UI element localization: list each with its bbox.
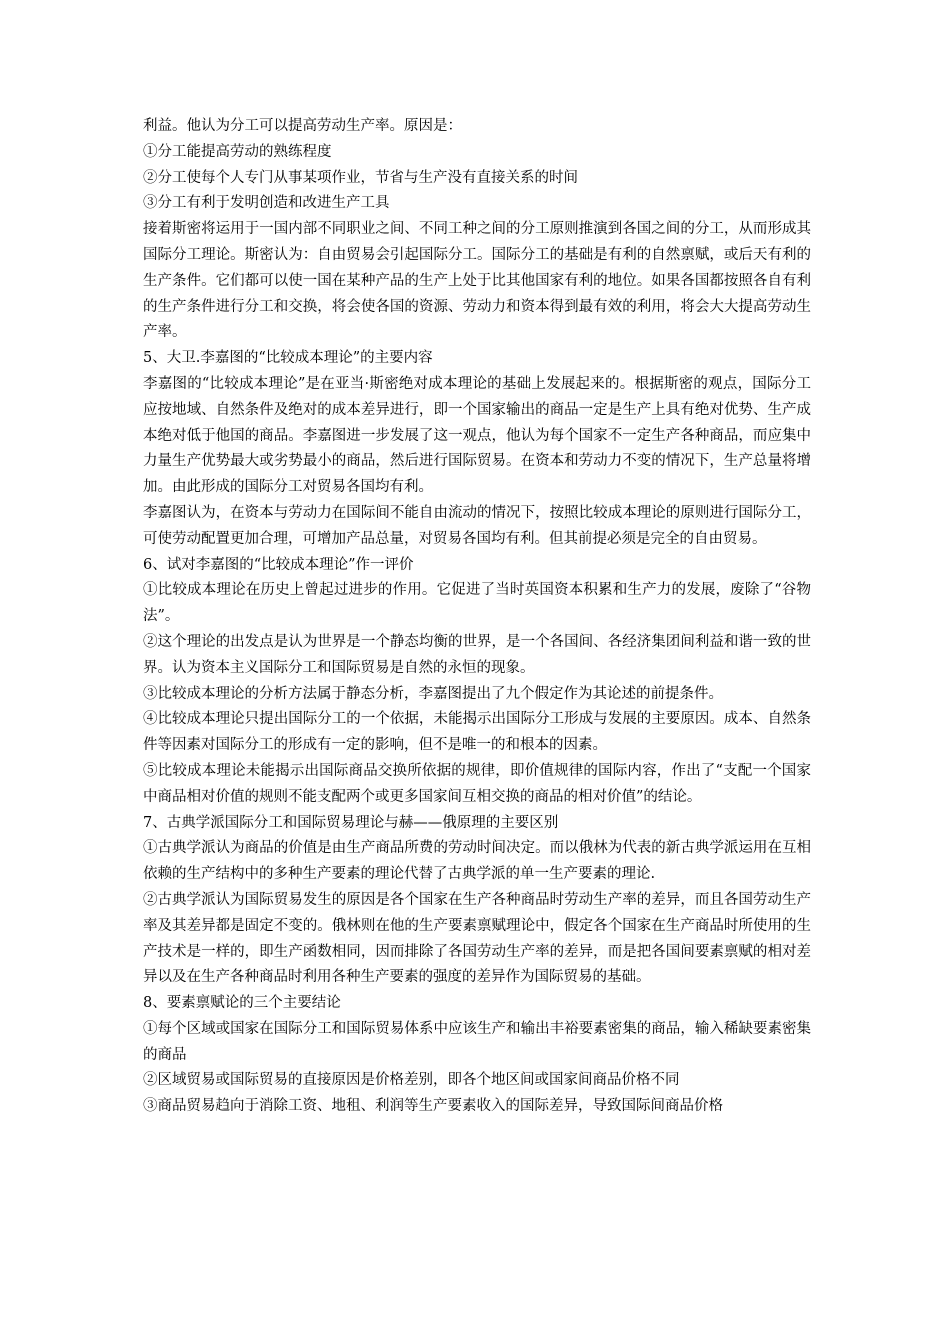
- paragraph-20: ②区域贸易或国际贸易的直接原因是价格差别，即各个地区间或国家间商品价格不同: [143, 1072, 680, 1089]
- paragraph-2: ①分工能提高劳动的熟练程度: [143, 143, 332, 160]
- paragraph-3: ②分工使每个人专门从事某项作业，节省与生产没有直接关系的时间: [143, 169, 578, 186]
- paragraph-13: ④比较成本理论只提出国际分工的一个依据，未能揭示出国际分工形成与发展的主要原因。成本、自然条件等因素对国际分工的形成有一定的影响，但不是唯一的和根本的因素。: [143, 711, 811, 754]
- paragraph-1: 利益。他认为分工可以提高劳动生产率。原因是：: [143, 118, 462, 134]
- paragraph-11: ②这个理论的出发点是认为世界是一个静态均衡的世界，是一个各国间、各经济集团间利益和谐一致的世界。认为资本主义国际分工和国际贸易是自然的永恒的现象。: [143, 633, 811, 676]
- section-heading-7: 7、古典学派国际分工和国际贸易理论与赫——俄原理的主要区别: [143, 814, 559, 831]
- paragraph-19: ①每个区域或国家在国际分工和国际贸易体系中应该生产和输出丰裕要素密集的商品，输入稀缺要素密集的商品: [143, 1020, 811, 1063]
- paragraph-8: 李嘉图认为，在资本与劳动力在国际间不能自由流动的情况下，按照比较成本理论的原则进行国际分工，可使劳动配置更加合理，可增加产品总量，对贸易各国均有利。但其前提必须是完全的自由贸易。: [143, 504, 811, 547]
- paragraph-4: ③分工有利于发明创造和改进生产工具: [143, 195, 390, 212]
- section-heading-6: 6、试对李嘉图的“比较成本理论”作一评价: [143, 556, 414, 573]
- paragraph-5: 接着斯密将运用于一国内部不同职业之间、不同工种之间的分工原则推演到各国之间的分工，从而形成其国际分工理论。斯密认为：自由贸易会引起国际分工。国际分工的基础是有利的自然禀赋，或后天有利的生产条件。它们都可以使一国在某种产品的生产上处于比其他国家有利的地位。如果各国都按照各自有利的生产条件进行分工和交换，将会使各国的资源、劳动力和资本得到最有效的利用，将会大大提高劳动生产率。: [143, 221, 811, 341]
- paragraph-16: ①古典学派认为商品的价值是由生产商品所费的劳动时间决定。而以俄林为代表的新古典学派运用在互相依赖的生产结构中的多种生产要素的理论代替了古典学派的单一生产要素的理论.: [143, 840, 811, 883]
- section-heading-8: 8、要素禀赋论的三个主要结论: [143, 995, 341, 1012]
- paragraph-10: ①比较成本理论在历史上曾起过进步的作用。它促进了当时英国资本积累和生产力的发展，废除了“谷物法”。: [143, 582, 811, 625]
- section-heading-5: 5、大卫.李嘉图的“比较成本理论”的主要内容: [143, 350, 433, 367]
- paragraph-17: ②古典学派认为国际贸易发生的原因是各个国家在生产各种商品时劳动生产率的差异，而且各国劳动生产率及其差异都是固定不变的。俄林则在他的生产要素禀赋理论中，假定各个国家在生产商品时所使用的生产技术是一样的，即生产函数相同，因而排除了各国劳动生产率的差异，而是把各国间要素禀赋的相对差异以及在生产各种商品时利用各种生产要素的强度的差异作为国际贸易的基础。: [143, 891, 811, 986]
- paragraph-14: ⑤比较成本理论未能揭示出国际商品交换所依据的规律，即价值规律的国际内容，作出了“支配一个国家中商品相对价值的规则不能支配两个或更多国家间互相交换的商品的相对价值”的结论。: [143, 762, 811, 805]
- paragraph-7: 李嘉图的“比较成本理论”是在亚当·斯密绝对成本理论的基础上发展起来的。根据斯密的观点，国际分工应按地域、自然条件及绝对的成本差异进行，即一个国家输出的商品一定是生产上具有绝对优势、生产成本绝对低于他国的商品。李嘉图进一步发展了这一观点，他认为每个国家不一定生产各种商品，而应集中力量生产优势最大或劣势最小的商品，然后进行国际贸易。在资本和劳动力不变的情况下，生产总量将增加。由此形成的国际分工对贸易各国均有利。: [143, 375, 811, 496]
- document-page: [143, 114, 811, 1120]
- paragraph-21: ③商品贸易趋向于消除工资、地租、利润等生产要素收入的国际差异，导致国际间商品价格: [143, 1098, 723, 1115]
- paragraph-12: ③比较成本理论的分析方法属于静态分析，李嘉图提出了九个假定作为其论述的前提条件。: [143, 685, 723, 702]
